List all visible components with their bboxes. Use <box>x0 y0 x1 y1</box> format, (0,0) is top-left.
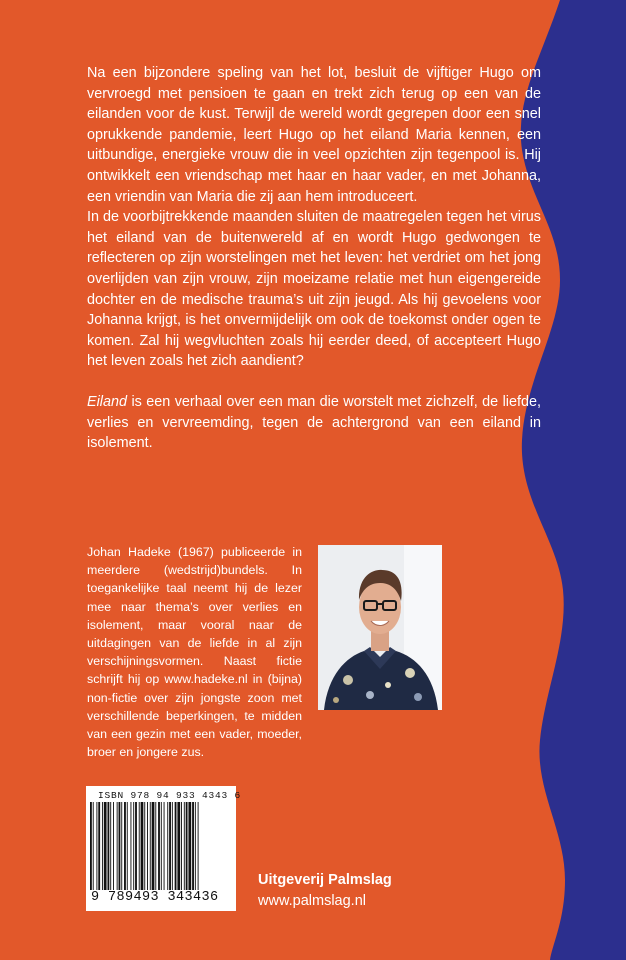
barcode-bar <box>184 802 185 890</box>
barcode-bar <box>117 802 118 890</box>
isbn-digits: 9 789493 343436 <box>91 890 219 905</box>
blurb-paragraph-3 <box>87 392 541 454</box>
barcode-bar <box>107 802 109 890</box>
barcode-bar <box>177 802 180 890</box>
barcode-bars <box>90 802 232 890</box>
barcode-bar <box>172 802 173 890</box>
barcode-bar <box>161 802 162 890</box>
barcode-bar <box>158 802 160 890</box>
barcode-bar <box>155 802 156 890</box>
barcode-bar <box>181 802 182 890</box>
barcode-bar <box>164 802 165 890</box>
barcode-bar <box>192 802 194 890</box>
barcode-bar <box>144 802 145 890</box>
barcode-bar <box>188 802 191 890</box>
barcode-bar <box>186 802 188 890</box>
barcode-bar <box>135 802 137 890</box>
barcode-bar <box>167 802 168 890</box>
barcode-bar <box>90 802 92 890</box>
barcode-bar <box>175 802 177 890</box>
barcode-bar <box>93 802 94 890</box>
barcode-bar <box>124 802 126 890</box>
barcode-bar <box>110 802 111 890</box>
blurb-paragraph-3-text: is een verhaal over een man die worstelt met zichzelf, de liefde, verlies en vervreemding, tegen de achtergrond van een eiland in isolement. <box>87 393 541 452</box>
author-bio: Johan Hadeke (1967) publiceerde in meerdere (wedstrijd)bundels. In toegankelijke taal neemt hij de lezer mee naar thema’s over verlies en isolement, maar vooral naar de uitdagingen van de liefde in al zijn verschijningsvormen. Naast fictie schrijft hij op www.hadeke.nl in (bijna) non-fictie over zijn jongste zoon met verschillende beperkingen, te midden van een gezin met een vader, moeder, broer en jongere zus. <box>87 545 302 760</box>
publisher-name: Uitgeverij Palmslag <box>258 872 392 888</box>
barcode-bar <box>96 802 97 890</box>
barcode-bar <box>102 802 103 890</box>
publisher-website[interactable]: www.palmslag.nl <box>258 893 366 909</box>
blurb-paragraph-1: Na een bijzondere speling van het lot, besluit de vijftiger Hugo om vervroegd met pensioen te gaan en trekt zich terug op een van de eilanden voor de kust. Terwijl de wereld wordt gegrepen door een snel oprukkende pandemie, leert Hugo op het eiland Maria kennen, een uitbundige, energieke vrouw die in veel opzichten zijn tegenpool is. Hij ontwikkelt een vriendschap met haar en haar vader, en met Johanna, een vriendin van Maria die zij aan hem introduceert. <box>87 65 541 205</box>
barcode-bar <box>147 802 148 890</box>
barcode-bar <box>150 802 151 890</box>
barcode-bar <box>113 802 114 890</box>
barcode-bar <box>169 802 171 890</box>
barcode-bar <box>195 802 196 890</box>
barcode-bar <box>139 802 140 890</box>
author-photo <box>318 545 442 710</box>
barcode-bar <box>152 802 155 890</box>
barcode-bar <box>119 802 121 890</box>
book-title: Eiland <box>87 393 128 410</box>
barcode-bar <box>130 802 131 890</box>
back-cover-blurb <box>87 63 541 454</box>
blurb-paragraph-2: In de voorbijtrekkende maanden sluiten de maatregelen tegen het virus het eiland van de buitenwereld af en wordt Hugo gedwongen te reflecteren op zijn worstelingen met het leven: het verdriet om het jong overlijden van zijn vrouw, zijn moeizame relatie met hun eigengereide dochter en de medische trauma’s uit zijn jeugd. Als hij gevoelens voor Johanna krijgt, is het onvermijdelijk om ook de toekomst onder ogen te komen. Zal hij wegvluchten zoals hij eerder deed, of accepteert Hugo het leven zoals het zich aandient? <box>87 209 541 370</box>
barcode-bar <box>198 802 199 890</box>
barcode-bar <box>98 802 100 890</box>
isbn-barcode <box>86 786 242 911</box>
barcode-bar <box>133 802 134 890</box>
barcode-bar <box>141 802 144 890</box>
isbn-label: ISBN 978 94 933 4343 6 <box>98 790 242 801</box>
barcode-bar <box>121 802 122 890</box>
barcode-bar <box>127 802 128 890</box>
barcode-bar <box>104 802 107 890</box>
